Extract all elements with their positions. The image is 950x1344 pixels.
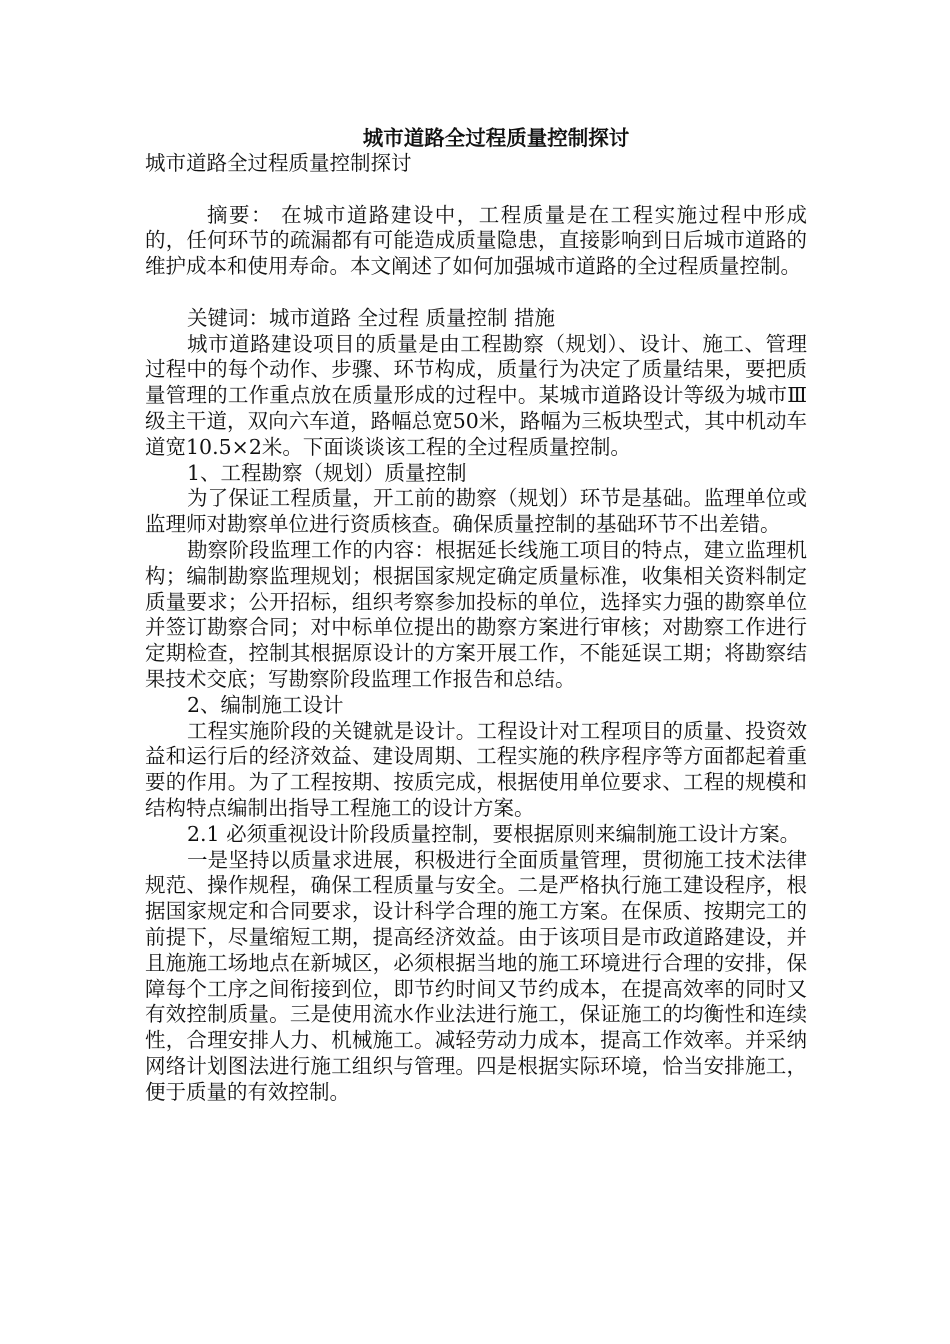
keywords-line: 关键词：城市道路 全过程 质量控制 措施 — [187, 305, 556, 330]
blank-line — [145, 280, 807, 306]
body-paragraph: 一是坚持以质量求进展，积极进行全面质量管理，贯彻施工技术法律规范、操作规程，确保工程质量与安全。二是严格执行施工建设程序，根据国家规定和合同要求，设计科学合理的施工方案。在保质、按期完工的前提下，尽量缩短工期，提高经济效益。由于该项目是市政道路建设，并且施施工场地点在新城区，必须根据当地的施工环境进行合理的安排，保障每个工序之间衔接到位，即节约时间又节约成本，在提高效率的同时又有效控制质量。三是使用流水作业法进行施工，保证施工的均衡性和连续性，合理安排人力、机械施工。减轻劳动力成本，提高工作效率。并采纳网络计划图法进行施工组织与管理。四是根据实际环境，恰当安排施工，便于质量的有效控制。 — [145, 847, 807, 1104]
subsection-heading-2-1: 2.1 必须重视设计阶段质量控制，要根据原则来编制施工设计方案。 — [187, 821, 801, 846]
document-title: 城市道路全过程质量控制探讨 — [362, 126, 630, 150]
section-heading-2: 2、编制施工设计 — [187, 692, 344, 717]
body-paragraph: 为了保证工程质量，开工前的勘察（规划）环节是基础。监理单位或监理师对勘察单位进行资质核查。确保质量控制的基础环节不出差错。 — [145, 486, 807, 537]
section-heading-1: 1、工程勘察（规划）质量控制 — [187, 460, 467, 485]
body-paragraph: 勘察阶段监理工作的内容：根据延长线施工项目的特点，建立监理机构；编制勘察监理规划；根据国家规定确定质量标准，收集相关资料制定质量要求；公开招标，组织考察参加投标的单位，选择实力强的勘察单位并签订勘察合同；对中标单位提出的勘察方案进行审核；对勘察工作进行定期检查，控制其根据原设计的方案开展工作，不能延误工期；将勘察结果技术交底；写勘察阶段监理工作报告和总结。 — [145, 537, 807, 691]
body-paragraph: 工程实施阶段的关键就是设计。工程设计对工程项目的质量、投资效益和运行后的经济效益、建设周期、工程实施的秩序程序等方面都起着重要的作用。为了工程按期、按质完成，根据使用单位要求、工程的规模和结构特点编制出指导工程施工的设计方案。 — [145, 718, 807, 820]
blank-line — [145, 177, 807, 203]
body-paragraph: 城市道路建设项目的质量是由工程勘察（规划）、设计、施工、管理过程中的每个动作、步骤、环节构成，质量行为决定了质量结果，要把质量管理的工作重点放在质量形成的过程中。某城市道路设计等级为城市Ⅲ级主干道，双向六车道，路幅总宽50米，路幅为三板块型式，其中机动车道宽10.5×2米。下面谈谈该工程的全过程质量控制。 — [145, 331, 807, 459]
document-subtitle: 城市道路全过程质量控制探讨 — [145, 151, 412, 175]
document-body — [145, 126, 807, 1105]
abstract-paragraph: 摘要： 在城市道路建设中，工程质量是在工程实施过程中形成的，任何环节的疏漏都有可能造成质量隐患，直接影响到日后城市道路的维护成本和使用寿命。本文阐述了如何加强城市道路的全过程质量控制。 — [145, 202, 807, 279]
